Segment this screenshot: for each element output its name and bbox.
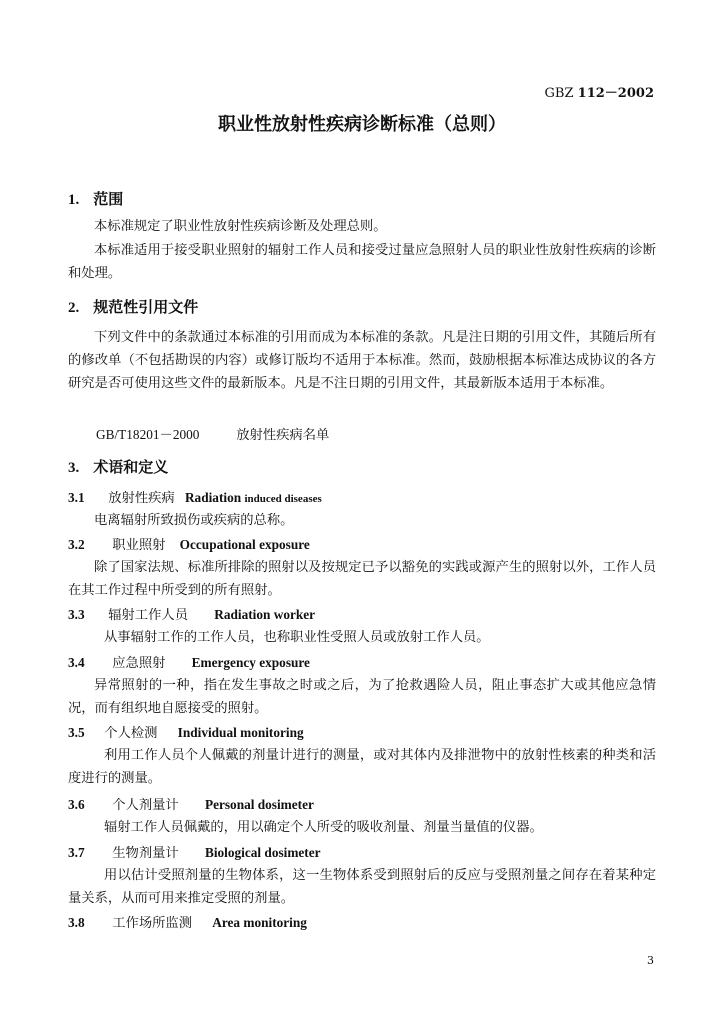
- section-number: 3.: [68, 460, 80, 476]
- term-number: 3.3: [68, 607, 85, 622]
- term-english: Area monitoring: [212, 915, 307, 930]
- term-english: Individual monitoring: [177, 725, 304, 740]
- term-heading: [68, 842, 321, 861]
- reference-entry: [96, 424, 329, 443]
- section-number: 2.: [68, 300, 80, 316]
- page-number: 3: [647, 954, 654, 967]
- document-title: 职业性放射性疾病诊断标准（总则）: [218, 114, 506, 135]
- term-chinese: 生物剂量计: [112, 846, 179, 861]
- term-heading: [68, 652, 310, 671]
- term-definition: 从事辐射工作的工作人员，也称职业性受照人员或放射工作人员。: [104, 630, 490, 645]
- section-title: 范围: [93, 190, 124, 208]
- section-heading-terms: [68, 456, 168, 477]
- term-number: 3.8: [68, 915, 85, 930]
- term-heading: [68, 912, 307, 931]
- term-chinese: 工作场所监测: [112, 916, 193, 931]
- term-number: 3.2: [68, 537, 85, 552]
- standard-code-prefix: GBZ: [544, 86, 574, 101]
- term-english: Biological dosimeter: [204, 845, 321, 860]
- section-heading-scope: [68, 188, 123, 209]
- paragraph: 本标准适用于接受职业照射的辐射工作人员和接受过量应急照射人员的职业性放射性疾病的诊断和处理。: [68, 243, 656, 281]
- term-definition: 利用工作人员个人佩戴的剂量计进行的测量，或对其体内及排泄物中的放射性核素的种类和活度进行的测量。: [68, 748, 656, 786]
- section-heading-normative-references: [68, 296, 198, 317]
- term-definition: 辐射工作人员佩戴的，用以确定个人所受的吸收剂量、剂量当量值的仪器。: [104, 820, 543, 835]
- standard-code-number: 112－2002: [577, 86, 654, 101]
- term-chinese: 辐射工作人员: [108, 608, 189, 623]
- standard-code: [545, 82, 654, 101]
- reference-title: 放射性疾病名单: [236, 428, 330, 443]
- paragraph: 本标准规定了职业性放射性疾病诊断及处理总则。: [94, 219, 387, 234]
- term-number: 3.6: [68, 797, 85, 812]
- paragraph: 下列文件中的条款通过本标准的引用而成为本标准的条款。凡是注日期的引用文件，其随后所有的修改单（不包括勘误的内容）或修订版均不适用于本标准。然而，鼓励根据本标准达成协议的各方研究是否可使用这些文件的最新版本。凡是不注日期的引用文件，其最新版本适用于本标准。: [68, 330, 656, 391]
- term-chinese: 个人检测: [104, 726, 158, 741]
- section-title: 规范性引用文件: [93, 298, 199, 316]
- term-heading: [68, 794, 314, 813]
- term-definition: 除了国家法规、标准所排除的照射以及按规定已予以豁免的实践或源产生的照射以外，工作人员在其工作过程中所受到的所有照射。: [68, 560, 656, 598]
- term-definition: 用以估计受照剂量的生物体系，这一生物体系受到照射后的反应与受照剂量之间存在着某种定量关系，从而可用来推定受照的剂量。: [68, 868, 656, 906]
- term-number: 3.5: [68, 725, 85, 740]
- term-chinese: 应急照射: [112, 656, 166, 671]
- term-definition: 异常照射的一种，指在发生事故之时或之后，为了抢救遇险人员，阻止事态扩大或其他应急情况，而有组织地自愿接受的照射。: [68, 678, 656, 716]
- term-english: Radiation worker: [214, 607, 316, 622]
- term-heading: [68, 534, 310, 553]
- section-number: 1.: [68, 192, 80, 208]
- section-title: 术语和定义: [93, 458, 169, 476]
- term-definition: 电离辐射所致损伤或疾病的总称。: [94, 513, 294, 528]
- term-chinese: 职业照射: [112, 538, 166, 553]
- term-chinese: 放射性疾病: [108, 491, 175, 506]
- term-english: Personal dosimeter: [204, 797, 314, 812]
- term-number: 3.4: [68, 655, 85, 670]
- reference-code: GB/T18201－2000: [96, 427, 200, 442]
- term-english: Occupational exposure: [179, 537, 310, 552]
- term-heading: [68, 487, 322, 506]
- term-heading: [68, 722, 304, 741]
- term-english: Emergency exposure: [191, 655, 310, 670]
- term-number: 3.1: [68, 490, 85, 505]
- term-chinese: 个人剂量计: [112, 798, 179, 813]
- term-heading: [68, 604, 315, 623]
- term-number: 3.7: [68, 845, 85, 860]
- term-english: Radiation induced diseases: [184, 490, 322, 505]
